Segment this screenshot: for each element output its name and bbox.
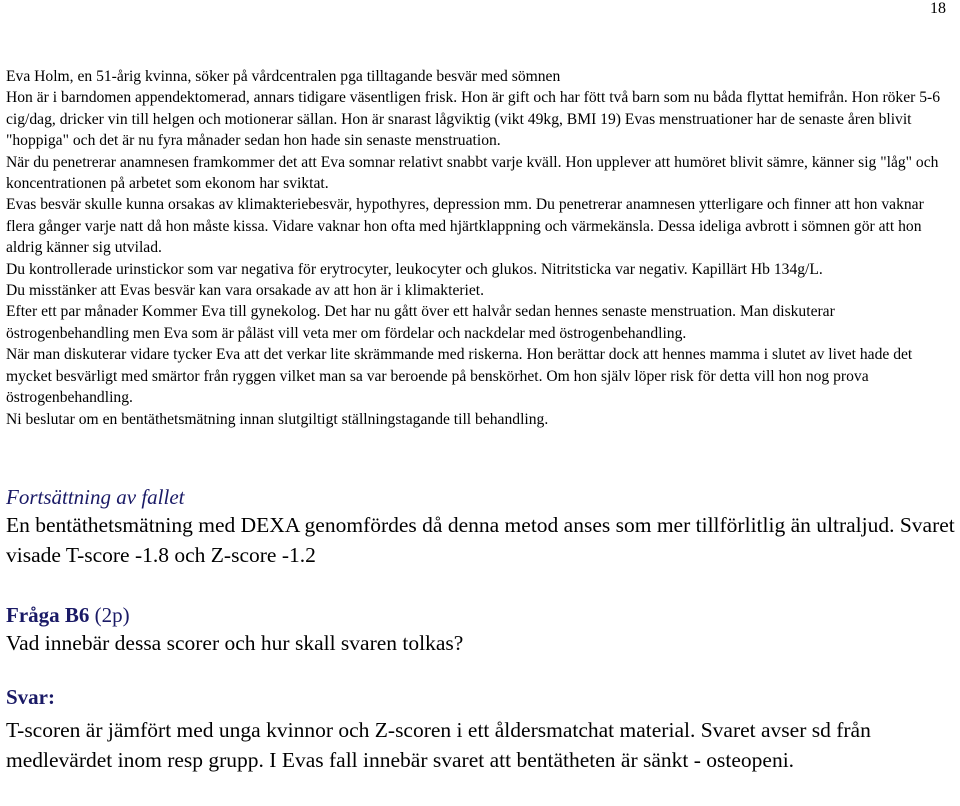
case-paragraph: Efter ett par månader Kommer Eva till gynekolog. Det har nu gått över ett halvår sedan hennes senaste menstruation. Man diskuterar östrogenbehandling men Eva som är påläst vill veta mer om fördelar och nackdelar med östrogenbehandling. [6,303,835,342]
case-description [6,66,956,430]
question-points: (2p) [89,603,130,627]
case-paragraph: När man diskuterar vidare tycker Eva att det verkar lite skrämmande med riskerna. Hon berättar dock att hennes mamma i slutet av livet hade det mycket besvärligt med smärtor från ryggen vilket man sa var beroende på benskörhet. Om hon själv löper risk för detta vill hon nog prova östrogenbehandling. [6,346,913,407]
continuation-body: En bentäthetsmätning med DEXA genomfördes då denna metod anses som mer tillförlitlig än ultraljud. Svaret visade T-score -1.8 och Z-score -1.2 [6,513,955,567]
continuation-heading: Fortsättning av fallet [6,485,185,509]
answer-text: T-scoren är jämfört med unga kvinnor och Z-scoren i ett åldersmatchat material. Svaret avser sd från medlevärdet inom resp grupp. I Evas fall innebär svaret att bentätheten är sänkt - osteopeni. [6,718,871,772]
question-text: Vad innebär dessa scorer och hur skall svaren tolkas? [6,631,464,655]
answer-heading: Svar: [6,685,55,709]
case-paragraph: Du misstänker att Evas besvär kan vara orsakade av att hon är i klimakteriet. [6,282,485,300]
page-number: 18 [930,0,946,17]
case-continuation [6,484,956,570]
case-paragraph: Eva Holm, en 51-årig kvinna, söker på vårdcentralen pga tilltagande besvär med sömnen [6,68,561,85]
case-paragraph: Du kontrollerade urinstickor som var negativa för erytrocyter, leukocyter och glukos. Nitritsticka var negativ. Kapillärt Hb 134g/L. [6,260,823,278]
case-paragraph: Evas besvär skulle kunna orsakas av klimakteriebesvär, hypothyres, depression mm. Du penetrerar anamnesen ytterligare och finner att hon vaknar flera gånger varje natt då hon måste kissa. Vidare vaknar hon ofta med hjärtklappning och värmekänsla. Dessa ideliga avbrott i sömnen gör att hon aldrig känner sig utvilad. [6,196,924,257]
question-label: Fråga B6 [6,603,90,627]
answer-block [6,684,956,775]
case-paragraph: Hon är i barndomen appendektomerad, annars tidigare väsentligen frisk. Hon är gift och har fött två barn som nu båda flyttat hemifrån. Hon röker 5-6 cig/dag, dricker vin till helgen och motionerar sällan. Hon är snarast lågviktig (vikt 49kg, BMI 19) Evas menstruationer har de senaste åren blivit "hoppiga" och det är nu fyra månader sedan hon hade sin senaste menstruation. [6,89,941,150]
question-heading [6,602,956,628]
question-block [6,602,956,658]
case-paragraph: Ni beslutar om en bentäthetsmätning innan slutgiltigt ställningstagande till behandling. [6,410,549,428]
case-paragraph: När du penetrerar anamnesen framkommer det att Eva somnar relativt snabbt varje kväll. Hon upplever att humöret blivit sämre, känner sig "låg" och koncentrationen på arbetet som ekonom har sviktat. [6,153,939,193]
